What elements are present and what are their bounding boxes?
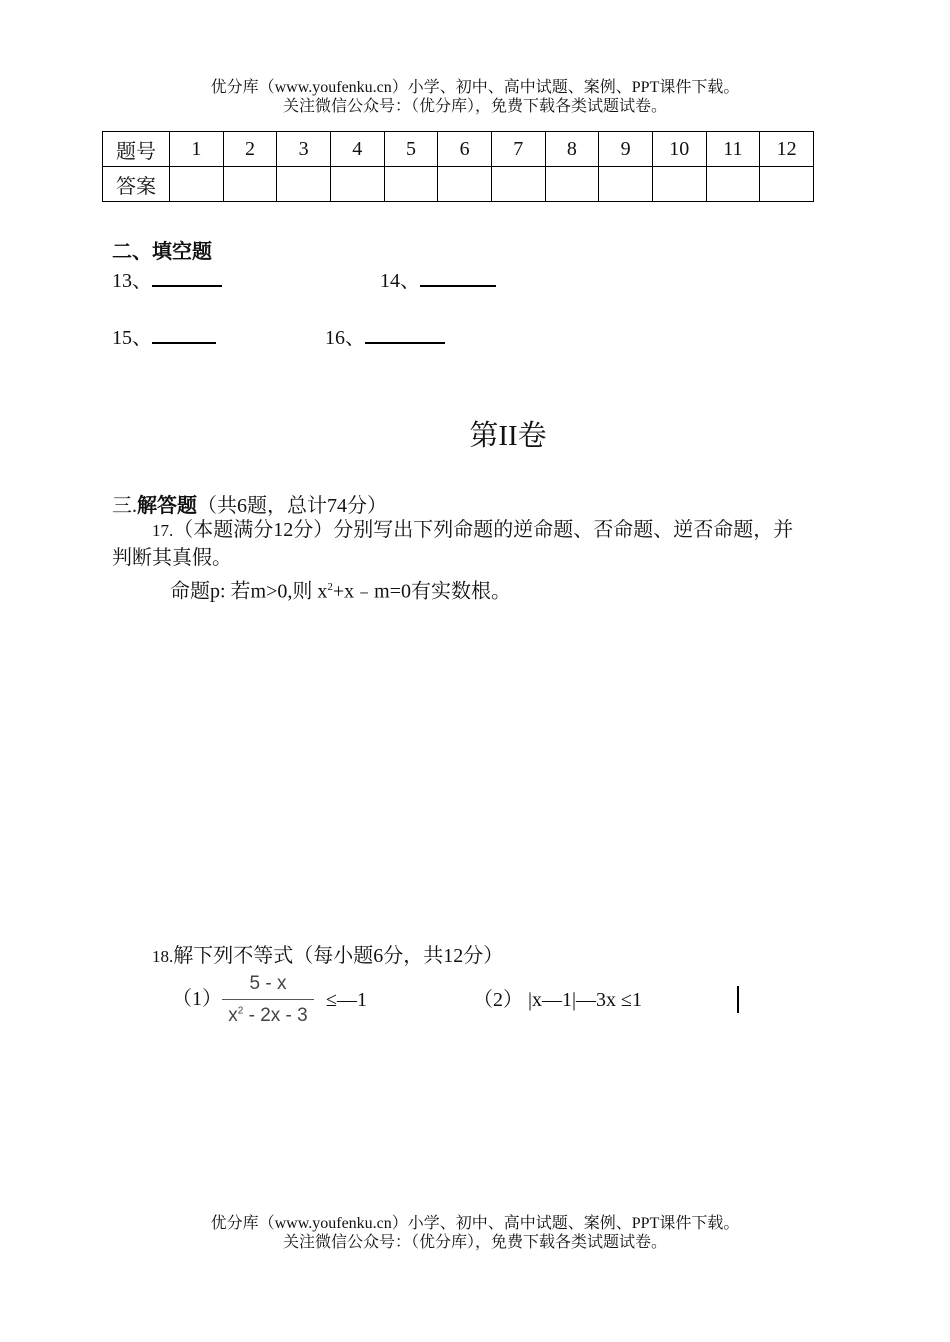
table-cell-number: 8 (545, 132, 599, 167)
blank-item-15 (112, 321, 216, 350)
table-cell-number: 12 (760, 132, 814, 167)
answer-cell[interactable] (277, 167, 331, 202)
row-label-answer: 答案 (103, 167, 170, 202)
q18-part2-label: （2） (473, 989, 523, 1011)
q18-text: 解下列不等式（每小题6分，共12分） (173, 945, 504, 967)
footer-line-2: 关注微信公众号：（优分库），免费下载各类试题试卷。 (282, 1234, 667, 1251)
q18-part1-label: （1） (172, 988, 222, 1010)
q17-line-2: 判断其真假。 (112, 547, 232, 569)
answer-cell[interactable] (652, 167, 706, 202)
blank-label: 15、 (112, 327, 152, 349)
answer-cell[interactable] (706, 167, 760, 202)
answer-cell[interactable] (491, 167, 545, 202)
answer-table (102, 131, 814, 202)
answer-cell[interactable] (438, 167, 492, 202)
answer-cell[interactable] (545, 167, 599, 202)
page-footer (0, 1214, 950, 1252)
blank-line[interactable] (152, 322, 216, 344)
footer-line-1: 优分库（www.youfenku.cn）小学、初中、高中试题、案例、PPT课件下载。 (210, 1215, 740, 1232)
answer-cell[interactable] (330, 167, 384, 202)
prop-sup: 2 (327, 581, 333, 593)
section-prefix: 三. (112, 495, 137, 517)
blank-item-14 (380, 264, 496, 293)
header-line-1: 优分库（www.youfenku.cn）小学、初中、高中试题、案例、PPT课件下载。 (210, 79, 740, 96)
q17-number: 17. (152, 521, 174, 540)
section-solve-title (112, 489, 387, 518)
blank-label: 13、 (112, 270, 152, 292)
table-cell-number: 1 (170, 132, 224, 167)
table-cell-number: 2 (223, 132, 277, 167)
blank-item-16 (325, 321, 445, 350)
blank-line[interactable] (152, 265, 222, 287)
table-cell-number: 4 (330, 132, 384, 167)
q18-part2-expr: |x—1|—3x ≤1 (528, 989, 642, 1011)
q18-part1-fraction (222, 973, 314, 1031)
section-title: 解答题 (137, 493, 197, 517)
prop-pre: 命题p: 若m>0,则 x (170, 580, 328, 603)
table-cell-number: 9 (599, 132, 653, 167)
table-cell-number: 10 (652, 132, 706, 167)
table-cell-number: 3 (277, 132, 331, 167)
q18-part1-relation: ≤—1 (326, 989, 367, 1011)
answer-cell[interactable] (599, 167, 653, 202)
fraction-numerator: 5 - x (249, 973, 287, 994)
q18-line (152, 942, 503, 971)
q18-number: 18. (152, 947, 174, 966)
answer-cell[interactable] (760, 167, 814, 202)
header-line-2: 关注微信公众号：（优分库），免费下载各类试题试卷。 (282, 98, 667, 115)
answer-cell[interactable] (170, 167, 224, 202)
den-sup: 2 (237, 1005, 244, 1017)
text-cursor-mark (737, 986, 739, 1013)
table-cell-number: 7 (491, 132, 545, 167)
section-fill-blank-title: 二、填空题 (112, 239, 212, 263)
table-row-answers (103, 167, 814, 202)
row-label-question-number: 题号 (103, 132, 170, 167)
blank-line[interactable] (365, 322, 445, 344)
blank-line[interactable] (420, 265, 496, 287)
table-row-numbers (103, 132, 814, 167)
q18-part2 (473, 986, 642, 1014)
den-x: x (228, 1005, 238, 1026)
q17-text-1: （本题满分12分）分别写出下列命题的逆命题、否命题、逆否命题，并 (173, 519, 794, 541)
table-cell-number: 5 (384, 132, 438, 167)
volume-title: 第II卷 (469, 420, 547, 452)
answer-cell[interactable] (384, 167, 438, 202)
blank-label: 14、 (380, 270, 420, 292)
table-cell-number: 11 (706, 132, 760, 167)
fraction-bar (222, 999, 314, 1000)
answer-cell[interactable] (223, 167, 277, 202)
blank-label: 16、 (325, 327, 365, 349)
q17-line-1 (152, 516, 793, 545)
page-header (0, 78, 950, 116)
den-rest: - 2x - 3 (243, 1005, 308, 1026)
prop-post: +x﹣m=0有实数根。 (332, 580, 512, 603)
section-note: （共6题，总计74分） (197, 495, 387, 517)
q17-proposition (170, 573, 511, 606)
fraction-denominator (222, 1005, 314, 1027)
table-cell-number: 6 (438, 132, 492, 167)
blank-item-13 (112, 264, 222, 293)
